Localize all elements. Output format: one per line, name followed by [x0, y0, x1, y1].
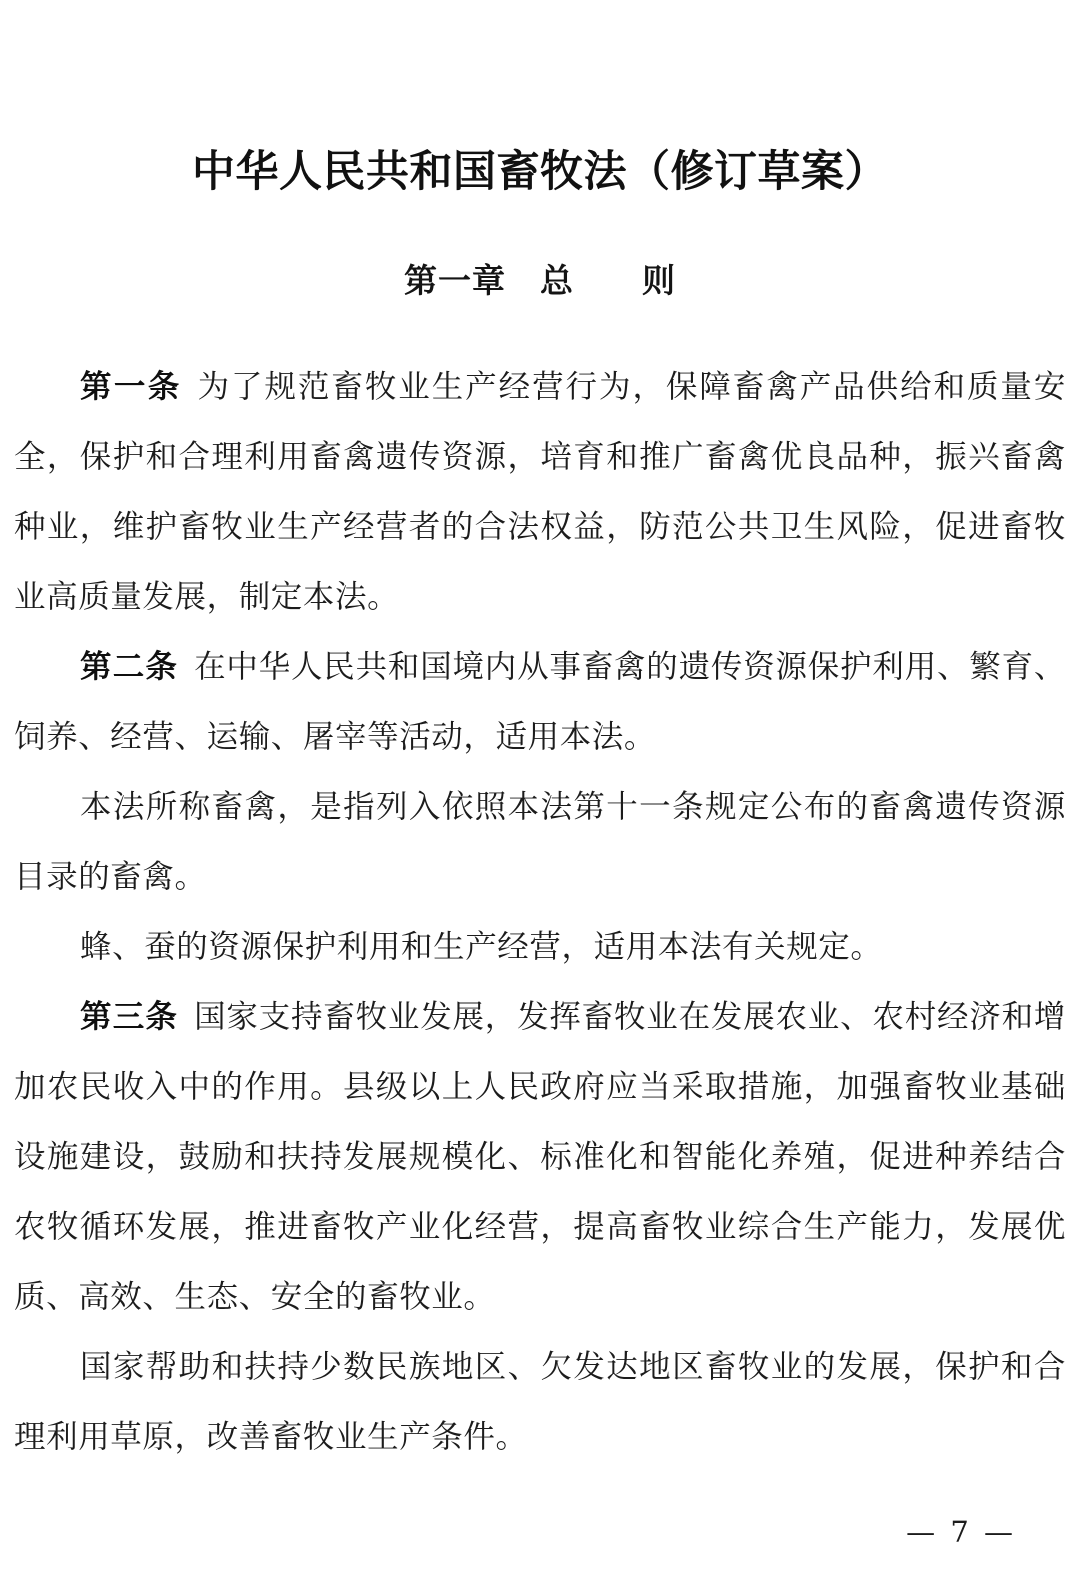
page-number: — 7 —: [906, 1515, 1016, 1549]
article-paragraph: [14, 772, 1066, 912]
article-paragraph: [14, 1332, 1066, 1472]
article-label: 第一条: [80, 369, 182, 405]
article-paragraph: [14, 632, 1066, 772]
article-text: 本法所称畜禽，是指列入依照本法第十一条规定公布的畜禽遗传资源目录的畜禽。: [14, 789, 1066, 895]
page-title: 中华人民共和国畜牧法（修订草案）: [192, 147, 888, 197]
article-text: 国家支持畜牧业发展，发挥畜牧业在发展农业、农村经济和增加农民收入中的作用。县级以上人民政府应当采取措施，加强畜牧业基础设施建设，鼓励和扶持发展规模化、标准化和智能化养殖，促进种养结合农牧循环发展，推进畜牧产业化经营，提高畜牧业综合生产能力，发展优质、高效、生态、安全的畜牧业。: [14, 999, 1066, 1315]
chapter-heading: 第一章 总 则: [404, 261, 676, 300]
article-label: 第二条: [80, 649, 179, 685]
article-text: 蜂、蚕的资源保护利用和生产经营，适用本法有关规定。: [80, 929, 883, 965]
article-paragraph: [14, 352, 1066, 632]
article-text: 为了规范畜牧业生产经营行为，保障畜禽产品供给和质量安全，保护和合理利用畜禽遗传资源，培育和推广畜禽优良品种，振兴畜禽种业，维护畜牧业生产经营者的合法权益，防范公共卫生风险，促进畜牧业高质量发展，制定本法。: [14, 369, 1066, 615]
article-text: 国家帮助和扶持少数民族地区、欠发达地区畜牧业的发展，保护和合理利用草原，改善畜牧业生产条件。: [14, 1349, 1066, 1455]
article-text: 在中华人民共和国境内从事畜禽的遗传资源保护利用、繁育、饲养、经营、运输、屠宰等活动，适用本法。: [14, 649, 1066, 755]
document-body: [14, 352, 1066, 1472]
article-label: 第三条: [80, 999, 179, 1035]
article-paragraph: [14, 982, 1066, 1332]
article-paragraph: [14, 912, 1066, 982]
